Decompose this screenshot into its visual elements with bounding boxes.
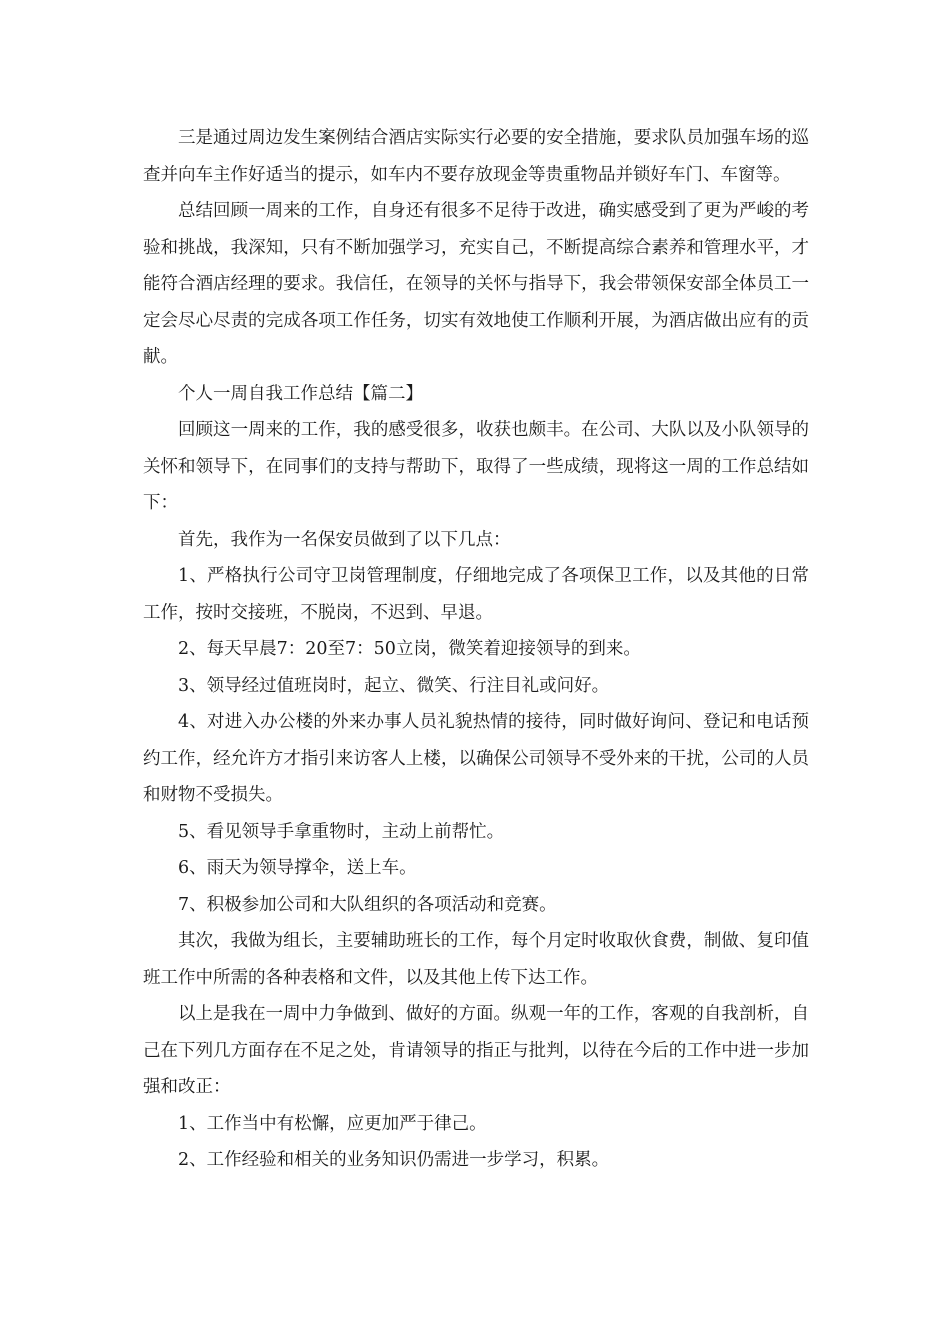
list-item: 5、看见领导手拿重物时，主动上前帮忙。: [178, 821, 505, 842]
paragraph-security-measures: 三是通过周边发生案例结合酒店实际实行必要的安全措施，要求队员加强车场的巡查并向车主作好适当的提示，如车内不要存放现金等贵重物品并锁好车门、车窗等。: [143, 128, 809, 185]
paragraph-self-analysis: 以上是我在一周中力争做到、做好的方面。纵观一年的工作，客观的自我剖析，自己在下列几方面存在不足之处，肯请领导的指正与批判，以待在今后的工作中进一步加强和改正：: [143, 1004, 809, 1097]
list-item: 6、雨天为领导撑伞，送上车。: [178, 858, 417, 878]
list-item: 4、对进入办公楼的外来办事人员礼貌热情的接待，同时做好询问、登记和电话预约工作，经允许方才指引来访客人上楼，以确保公司领导不受外来的干扰，公司的人员和财物不受损失。: [143, 712, 809, 805]
list-item: 1、严格执行公司守卫岗管理制度，仔细地完成了各项保卫工作，以及其他的日常工作，按时交接班，不脱岗，不迟到、早退。: [143, 566, 809, 623]
paragraph-intro: 回顾这一周来的工作，我的感受很多，收获也颇丰。在公司、大队以及小队领导的关怀和领导下，在同事们的支持与帮助下，取得了一些成绩，现将这一周的工作总结如下：: [143, 420, 809, 513]
paragraph-team-leader: 其次，我做为组长，主要辅助班长的工作，每个月定时收取伙食费，制做、复印值班工作中所需的各种表格和文件，以及其他上传下达工作。: [143, 931, 809, 988]
paragraph-summary-review: 总结回顾一周来的工作，自身还有很多不足待于改进，确实感受到了更为严峻的考验和挑战，我深知，只有不断加强学习，充实自己，不断提高综合素养和管理水平，才能符合酒店经理的要求。我信任，在领导的关怀与指导下，我会带领保安部全体员工一定会尽心尽责的完成各项工作任务，切实有效地使工作顺利开展，为酒店做出应有的贡献。: [143, 201, 809, 367]
list-item: 2、工作经验和相关的业务知识仍需进一步学习，积累。: [178, 1150, 610, 1170]
list-item: 3、领导经过值班岗时，起立、微笑、行注目礼或问好。: [178, 675, 610, 696]
paragraph-first-points: 首先，我作为一名保安员做到了以下几点：: [178, 529, 511, 550]
section-heading: 个人一周自我工作总结【篇二】: [178, 383, 423, 404]
document-body: [143, 120, 809, 1179]
list-item: 7、积极参加公司和大队组织的各项活动和竞赛。: [178, 894, 557, 915]
list-item: 1、工作当中有松懈，应更加严于律己。: [178, 1113, 487, 1134]
list-item: 2、每天早晨7：20至7：50立岗，微笑着迎接领导的到来。: [178, 639, 641, 659]
